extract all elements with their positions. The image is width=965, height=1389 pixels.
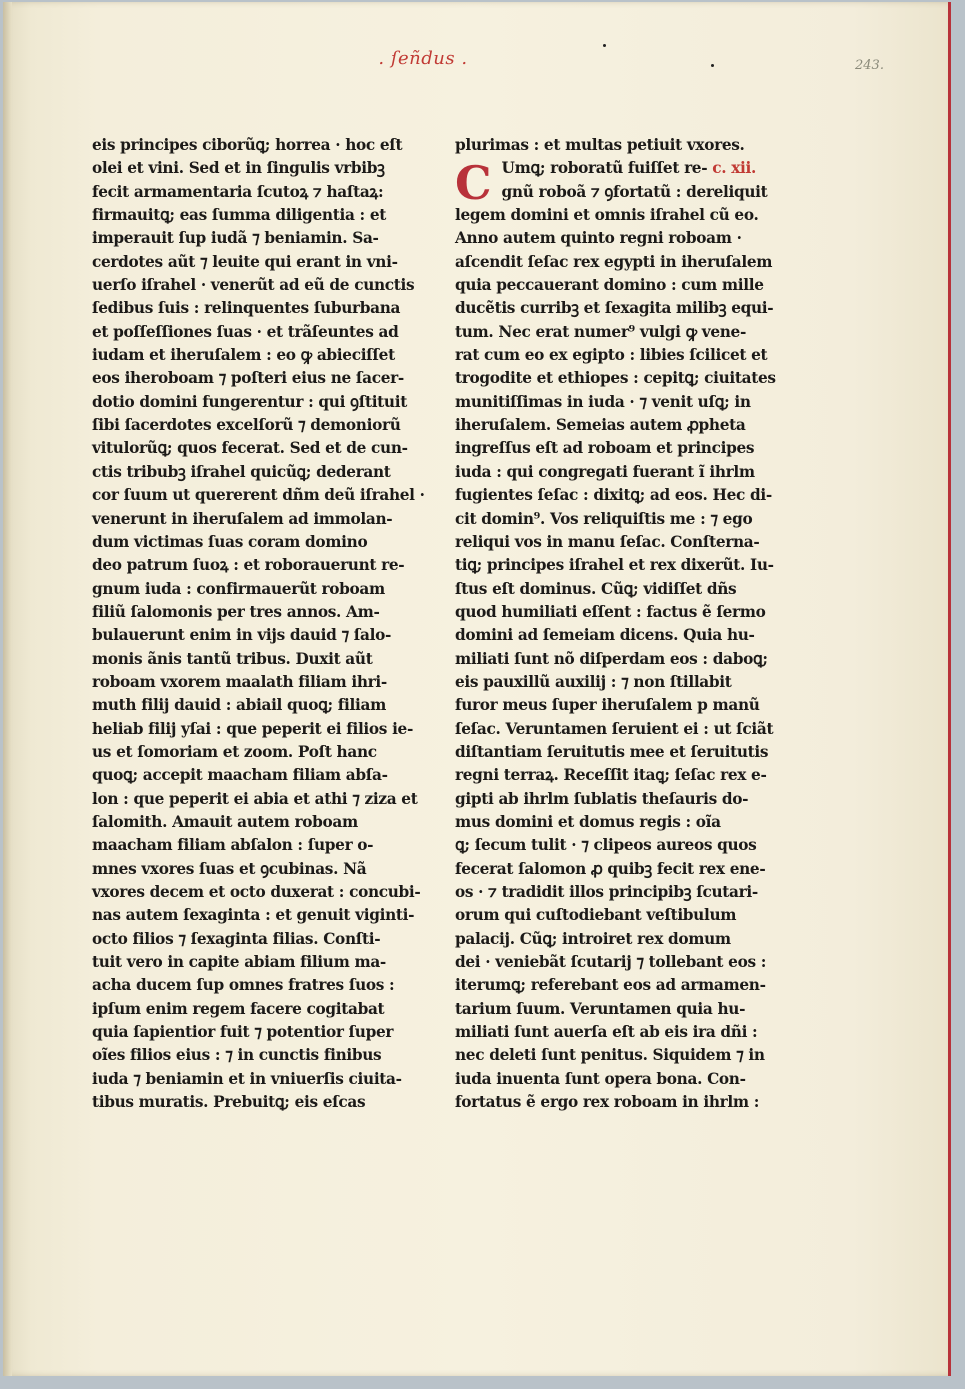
text-line: et poſſeſſiones ſuas · et trãſeuntes ad: [92, 321, 399, 341]
text-line: aſcendit ſeſac rex egypti in iheruſalem: [455, 251, 773, 271]
text-line: octo filios ⁊ ſexaginta filias. Conſti-: [92, 928, 381, 948]
text-line: dotio domini fungerentur : qui ꝯſtituit: [92, 391, 407, 411]
text-line: muth filij dauid : abiail quoꝗ; filiam: [92, 695, 386, 715]
text-line: monis ãnis tantũ tribus. Duxit aũt: [92, 648, 373, 668]
text-line: tuit vero in capite abiam filium ma-: [92, 952, 386, 972]
text-line: ꝗ; ſecum tulit · ⁊ clipeos aureos quos: [455, 835, 757, 855]
text-line: nas autem ſexaginta : et genuit viginti-: [92, 905, 415, 925]
text-line: trogodite et ethiopes : cepitꝗ; ciuitates: [455, 368, 776, 388]
text-line: fugientes ſeſac : dixitꝗ; ad eos. Hec di-: [455, 485, 772, 505]
text-line: ingreſſus eſt ad roboam et principes: [455, 438, 755, 458]
ink-speck: [711, 64, 714, 67]
text-line: furor meus ſuper iheruſalem p manũ: [455, 695, 760, 715]
text-line: vitulorũꝗ; quos fecerat. Sed et de cun-: [92, 438, 408, 458]
text-line: dum victimas ſuas coram domino: [92, 531, 368, 551]
text-line: firmauitꝗ; eas ſumma diligentia : et: [92, 205, 386, 225]
ink-speck: [603, 44, 606, 47]
text-line: acha ducem ſup omnes fratres ſuos :: [92, 975, 395, 995]
text-line: os · ⁊ tradidit illos principibꝫ ſcutari-: [455, 882, 758, 901]
text-line: nec deleti ſunt penitus. Siquidem ⁊ in: [455, 1045, 765, 1065]
text-line: filiũ ſalomonis per tres annos. Am-: [92, 601, 380, 621]
text-line: tum. Nec erat numer⁹ vulgi ꝙ vene-: [455, 321, 746, 341]
text-line: plurimas : et multas petiuit vxores.: [455, 135, 745, 154]
chapter-marker: c. xii.: [707, 158, 756, 178]
text-line: mus domini et domus regis : oĩa: [455, 811, 721, 831]
text-line: dei · veniebãt ſcutarij ⁊ tollebant eos :: [455, 952, 767, 972]
text-line: iterumꝗ; referebant eos ad armamen-: [455, 975, 766, 995]
text-line: vxores decem et octo duxerat : concubi-: [92, 882, 421, 901]
text-line: quod humiliati eſſent : factus ẽ ſermo: [455, 601, 766, 621]
text-line: munitiſſimas in iuda · ⁊ venit uſꝗ; in: [455, 391, 751, 411]
text-line: ſeſac. Veruntamen ſeruient ei : ut ſciãt: [455, 718, 774, 738]
text-line: quia peccauerant domino : cum mille: [455, 275, 764, 295]
text-line: eis principes ciborũꝗ; horrea · hoc eſt: [92, 135, 403, 154]
text-line: domini ad ſemeiam dicens. Quia hu-: [455, 625, 755, 645]
text-line: fortatus ẽ ergo rex roboam in ihrlm :: [455, 1092, 760, 1112]
text-line: tibus muratis. Prebuitꝗ; eis eſcas: [92, 1092, 366, 1112]
text-line: cor ſuum ut quererent dñm deũ iſrahel ·: [92, 485, 425, 505]
text-line: cerdotes aũt ⁊ leuite qui erant in vni-: [92, 251, 398, 271]
text-line: gnum iuda : confirmauerũt roboam: [92, 578, 385, 598]
text-line: iuda ⁊ beniamin et in vniuerſis ciuita-: [92, 1068, 402, 1088]
text-line: deo patrum ſuoꝝ : et roborauerunt re-: [92, 555, 405, 575]
text-line: cit domin⁹. Vos reliquiſtis me : ⁊ ego: [455, 508, 753, 528]
text-line: iheruſalem. Semeias autem ꝓpheta: [455, 415, 746, 435]
decorated-initial: C: [455, 156, 492, 210]
text-line: lon : que peperit ei abia et athi ⁊ ziza et: [92, 788, 418, 808]
text-line: mnes vxores ſuas et ꝯcubinas. Nã: [92, 858, 367, 878]
text-line: maacham filiam abſalon : ſuper o-: [92, 835, 374, 855]
text-line: rat cum eo ex egipto : libies ſcilicet et: [455, 345, 768, 365]
text-line: Anno autem quinto regni roboam ·: [455, 228, 742, 248]
right-text-column: [455, 133, 776, 1113]
text-line: tarium ſuum. Veruntamen quia hu-: [455, 998, 746, 1018]
text-line: iudam et iheruſalem : eo ꝙ abieciſſet: [92, 345, 395, 365]
left-text-column: [92, 133, 425, 1113]
text-line: us et ſomoriam et zoom. Poſt hanc: [92, 741, 377, 761]
text-line: eis pauxillũ auxilij : ⁊ non ſtillabit: [455, 671, 732, 691]
text-line: gnũ roboã ⁊ ꝯfortatũ : dereliquit: [501, 181, 768, 201]
text-line: tiꝗ; principes iſrahel et rex dixerũt. Iu-: [455, 555, 774, 575]
folio-number: 243.: [855, 58, 884, 73]
text-line: iuda : qui congregati fuerant ĩ ihrlm: [455, 461, 755, 481]
text-line: legem domini et omnis iſrahel cũ eo.: [455, 205, 759, 225]
text-line: eos iheroboam ⁊ poſteri eius ne ſacer-: [92, 368, 404, 388]
text-line: ſalomith. Amauit autem roboam: [92, 811, 358, 831]
page-gutter: [3, 2, 12, 1376]
text-line: fecerat ſalomon ꝓ quibꝫ fecit rex ene-: [455, 858, 766, 878]
text-line: miliati ſunt auerſa eſt ab eis ira dñi :: [455, 1022, 758, 1042]
text-line: roboam vxorem maalath filiam ihri-: [92, 671, 387, 691]
running-head: . ſeñdus .: [378, 48, 468, 69]
text-line: ipſum enim regem facere cogitabat: [92, 998, 385, 1018]
text-line: ſibi ſacerdotes excelſorũ ⁊ demoniorũ: [92, 415, 401, 435]
text-line: heliab filij yſai : que peperit ei filios ie-: [92, 718, 413, 738]
text-line: ſtus eſt dominus. Cũꝗ; vidiſſet dñs: [455, 578, 737, 598]
text-line: ſedibus ſuis : relinquentes ſuburbana: [92, 298, 401, 318]
text-line: orum qui cuſtodiebant veſtibulum: [455, 905, 737, 925]
text-line: palacij. Cũꝗ; introiret rex domum: [455, 928, 731, 948]
text-line: miliati ſunt nõ diſperdam eos : daboꝗ;: [455, 648, 768, 668]
text-line: quoꝗ; accepit maacham filiam abſa-: [92, 765, 388, 785]
text-line: oĩes filios eius : ⁊ in cunctis finibus: [92, 1045, 382, 1065]
text-line: imperauit ſup iudã ⁊ beniamin. Sa-: [92, 228, 379, 248]
text-line: venerunt in iheruſalem ad immolan-: [92, 508, 393, 528]
text-line: ducẽtis curribꝫ et ſexagita milibꝫ equi-: [455, 298, 774, 318]
text-line: bulauerunt enim in vijs dauid ⁊ ſalo-: [92, 625, 392, 645]
text-line: fecit armamentaria ſcutoꝝ ⁊ haſtaꝝ:: [92, 181, 384, 201]
text-line: uerſo iſrahel · venerũt ad eũ de cunctis: [92, 275, 415, 295]
text-line: Umꝗ; roboratũ fuiſſet re- c. xii.: [501, 158, 756, 178]
text-line: gipti ab ihrlm ſublatis theſauris do-: [455, 788, 749, 808]
text-line: iuda inuenta ſunt opera bona. Con-: [455, 1068, 746, 1088]
text-line: ctis tribubꝫ iſrahel quicũꝗ; dederant: [92, 461, 391, 481]
text-line: quia ſapientior fuit ⁊ potentior ſuper: [92, 1022, 394, 1042]
text-line: olei et vini. Sed et in ſingulis vrbibꝫ: [92, 158, 385, 178]
text-line: reliqui vos in manu ſeſac. Conſterna-: [455, 531, 760, 551]
text-line: regni terraꝝ. Receſſit itaꝗ; ſeſac rex e-: [455, 765, 767, 785]
text-line: diſtantiam ſeruitutis mee et ſeruitutis: [455, 741, 769, 761]
